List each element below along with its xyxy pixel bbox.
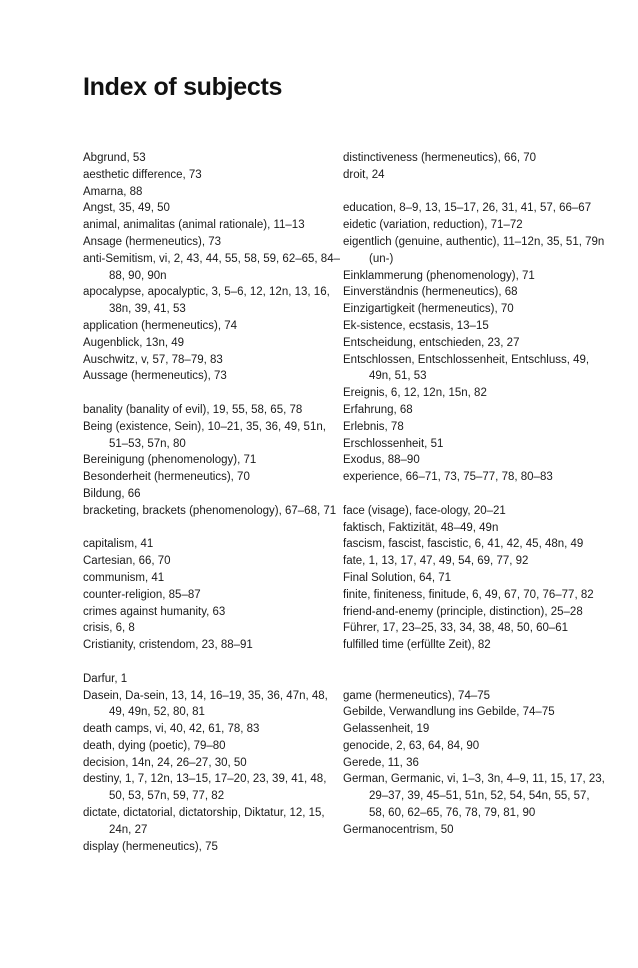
index-entry: German, Germanic, vi, 1–3, 3n, 4–9, 11, 15, 17, 23, 29–37, 39, 45–51, 51n, 52, 54, 54n, 55, 57, 58, 60, 62–65, 76, 78, 79, 81, 90: [343, 773, 605, 820]
index-entry: Angst, 35, 49, 50: [83, 202, 170, 215]
index-entry: Bereinigung (phenomenology), 71: [83, 454, 257, 467]
index-entry: Entschlossen, Entschlossenheit, Entschluss, 49, 49n, 51, 53: [343, 353, 590, 383]
index-entry: anti-Semitism, vi, 2, 43, 44, 55, 58, 59, 62–65, 84–88, 90, 90n: [83, 252, 340, 282]
index-entry: Einverständnis (hermeneutics), 68: [343, 286, 518, 299]
entry-gap: [83, 654, 345, 671]
entry-gap: [83, 520, 345, 537]
index-entry: fate, 1, 13, 17, 47, 49, 54, 69, 77, 92: [343, 555, 529, 568]
index-entry: Exodus, 88–90: [343, 454, 420, 467]
index-entry: Final Solution, 64, 71: [343, 571, 452, 584]
index-entry: fascism, fascist, fascistic, 6, 41, 42, 45, 48n, 49: [343, 538, 584, 551]
index-entry: Gerede, 11, 36: [343, 756, 419, 769]
index-entry: game (hermeneutics), 74–75: [343, 689, 491, 702]
index-entry: Ansage (hermeneutics), 73: [83, 235, 222, 248]
index-entry: destiny, 1, 7, 12n, 13–15, 17–20, 23, 39, 41, 48, 50, 53, 57n, 59, 77, 82: [83, 773, 327, 803]
index-entry: eigentlich (genuine, authentic), 11–12n, 35, 51, 79n (un-): [343, 235, 605, 265]
index-entry: face (visage), face-ology, 20–21: [343, 504, 506, 517]
index-entry: Ereignis, 6, 12, 12n, 15n, 82: [343, 387, 487, 400]
entry-gap: [343, 486, 608, 503]
index-entry: Erlebnis, 78: [343, 420, 404, 433]
index-entry: decision, 14n, 24, 26–27, 30, 50: [83, 756, 247, 769]
index-entry: Ek-sistence, ecstasis, 13–15: [343, 319, 489, 332]
index-entry: death camps, vi, 40, 42, 61, 78, 83: [83, 723, 260, 736]
index-entry: experience, 66–71, 73, 75–77, 78, 80–83: [343, 471, 553, 484]
index-entry: Gebilde, Verwandlung ins Gebilde, 74–75: [343, 706, 555, 719]
index-entry: Erfahrung, 68: [343, 403, 413, 416]
index-entry: friend-and-enemy (principle, distinction), 25–28: [343, 605, 583, 618]
index-entry: Einklammerung (phenomenology), 71: [343, 269, 535, 282]
index-entry: Aussage (hermeneutics), 73: [83, 370, 227, 383]
index-entry: Erschlossenheit, 51: [343, 437, 444, 450]
index-entry: death, dying (poetic), 79–80: [83, 739, 226, 752]
index-entry: Führer, 17, 23–25, 33, 34, 38, 48, 50, 60–61: [343, 622, 569, 635]
index-entry: Augenblick, 13n, 49: [83, 336, 185, 349]
right-column: [343, 150, 608, 839]
index-entry: communism, 41: [83, 571, 165, 584]
index-entry: crisis, 6, 8: [83, 622, 135, 635]
index-entry: capitalism, 41: [83, 538, 154, 551]
entry-gap: [343, 671, 608, 688]
index-entry: eidetic (variation, reduction), 71–72: [343, 219, 523, 232]
index-entry: Bildung, 66: [83, 487, 141, 500]
entry-gap: [343, 654, 608, 671]
index-entry: Amarna, 88: [83, 185, 143, 198]
index-entry: faktisch, Faktizität, 48–49, 49n: [343, 521, 499, 534]
index-entry: Darfur, 1: [83, 672, 128, 685]
index-entry: display (hermeneutics), 75: [83, 840, 218, 853]
index-entry: crimes against humanity, 63: [83, 605, 226, 618]
index-entry: animal, animalitas (animal rationale), 11–13: [83, 219, 305, 232]
index-entry: Cristianity, cristendom, 23, 88–91: [83, 639, 253, 652]
index-entry: distinctiveness (hermeneutics), 66, 70: [343, 152, 537, 164]
index-entry: genocide, 2, 63, 64, 84, 90: [343, 739, 480, 752]
index-entry: application (hermeneutics), 74: [83, 319, 238, 332]
index-entry: fulfilled time (erfüllte Zeit), 82: [343, 639, 491, 652]
index-entry: bracketing, brackets (phenomenology), 67–68, 71: [83, 504, 337, 517]
index-entry: Germanocentrism, 50: [343, 823, 454, 836]
index-entry: Einzigartigkeit (hermeneutics), 70: [343, 303, 514, 316]
index-entry: Entscheidung, entschieden, 23, 27: [343, 336, 520, 349]
index-entry: finite, finiteness, finitude, 6, 49, 67, 70, 76–77, 82: [343, 588, 594, 601]
entry-gap: [343, 184, 608, 201]
index-entry: Abgrund, 53: [83, 152, 146, 164]
page-title: Index of subjects: [83, 73, 283, 101]
index-entry: education, 8–9, 13, 15–17, 26, 31, 41, 57, 66–67: [343, 202, 592, 215]
index-entry: Cartesian, 66, 70: [83, 555, 171, 568]
index-entry: Dasein, Da-sein, 13, 14, 16–19, 35, 36, 47n, 48, 49, 49n, 52, 80, 81: [83, 689, 328, 719]
index-entry: Gelassenheit, 19: [343, 723, 430, 736]
left-column: [83, 150, 345, 855]
index-entry: counter-religion, 85–87: [83, 588, 201, 601]
index-entry: Auschwitz, v, 57, 78–79, 83: [83, 353, 223, 366]
index-entry: banality (banality of evil), 19, 55, 58, 65, 78: [83, 403, 303, 416]
index-entry: Besonderheit (hermeneutics), 70: [83, 471, 250, 484]
index-entry: droit, 24: [343, 168, 385, 181]
index-entry: aesthetic difference, 73: [83, 168, 202, 181]
index-entry: Being (existence, Sein), 10–21, 35, 36, 49, 51n, 51–53, 57n, 80: [83, 420, 326, 450]
entry-gap: [83, 385, 345, 402]
index-entry: apocalypse, apocalyptic, 3, 5–6, 12, 12n, 13, 16, 38n, 39, 41, 53: [83, 286, 330, 316]
index-entry: dictate, dictatorial, dictatorship, Diktatur, 12, 15, 24n, 27: [83, 807, 325, 836]
